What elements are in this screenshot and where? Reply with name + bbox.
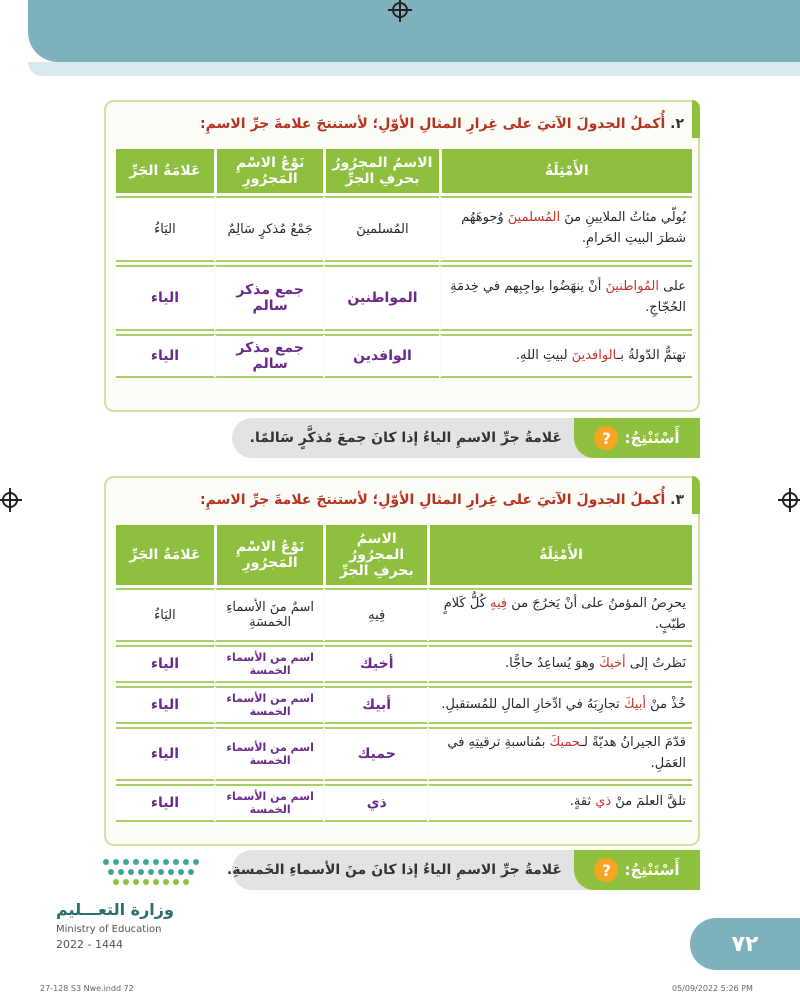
- conclusion-text: عَلامةُ جرِّ الاسمِ الياءُ إذا كانَ منَ الأسماءِ الخَمسةِ.: [226, 862, 562, 878]
- registration-mark-icon: [392, 2, 408, 18]
- exercise-number: ٢.: [670, 116, 684, 132]
- registration-mark-icon: [2, 492, 18, 508]
- mark-cell: اليَاءُ: [116, 196, 214, 262]
- mark-answer[interactable]: الياء: [116, 686, 214, 724]
- example-cell: يحرِصُ المؤمنُ على أنْ يَخرُجَ من فِيهِ كُلُّ كَلامٍ طيّبٍ.: [427, 588, 692, 642]
- mark-answer[interactable]: الياء: [116, 784, 214, 822]
- mark-answer[interactable]: الياء: [116, 265, 214, 331]
- header-noun: الاسمُ المجرُورُ بحرفِ الجرِّ: [323, 525, 427, 585]
- ministry-name-en: Ministry of Education: [56, 924, 162, 935]
- type-answer[interactable]: اسم من الأسماء الخمسة: [214, 784, 323, 822]
- noun-cell: المُسلمينَ: [323, 196, 438, 262]
- registration-mark-icon: [782, 492, 798, 508]
- conclusion-bar: [232, 418, 700, 458]
- table-row: [116, 784, 692, 822]
- type-answer[interactable]: جمع مذكر سالم: [214, 265, 323, 331]
- mark-answer[interactable]: الياء: [116, 334, 214, 378]
- ministry-logo-dots-icon: [96, 856, 216, 892]
- mark-answer[interactable]: الياء: [116, 645, 214, 683]
- type-answer[interactable]: اسم من الأسماء الخمسة: [214, 686, 323, 724]
- exercise-number: ٣.: [670, 492, 684, 508]
- table-row: [116, 265, 692, 331]
- header-mark: عَلامَةُ الجَرِّ: [116, 525, 214, 585]
- table-row: [116, 686, 692, 724]
- noun-answer[interactable]: ذي: [323, 784, 427, 822]
- example-cell: تهتمُّ الدّولةُ بـالوافدينَ لبيتِ اللهِ.: [439, 334, 692, 378]
- conclusion-text: عَلامةُ جرِّ الاسمِ الياءُ إذا كانَ جمعَ مُذكَّرٍ سَالمًا.: [249, 430, 562, 446]
- noun-cell: فِيهِ: [323, 588, 427, 642]
- example-cell: يُولّي مئاتُ الملايينِ منَ المُسلمينَ وُجوهَهُم شطرَ البيتِ الحَرامِ.: [439, 196, 692, 262]
- table-row: [116, 727, 692, 781]
- exercise-2-table: [116, 146, 692, 381]
- print-slug-date: 05/09/2022 5:26 PM: [672, 984, 753, 993]
- header-noun: الاسمُ المجرُورُ بحرفِ الجرِّ: [323, 149, 438, 193]
- instruction-text: أُكملُ الجدولَ الآتيَ على غِرارِ المثالِ الأوّلِ؛ لأستنتجَ علامةَ جرِّ الاسمِ:: [200, 492, 666, 508]
- edition-year: 2022 - 1444: [56, 938, 123, 951]
- noun-answer[interactable]: المواطنين: [323, 265, 438, 331]
- example-cell: تلقَّ العلمَ منْ ذي ثقةٍ.: [427, 784, 692, 822]
- type-answer[interactable]: اسم من الأسماء الخمسة: [214, 645, 323, 683]
- table-row: [116, 334, 692, 378]
- header-type: نَوْعُ الاسْمِ المَجرُورِ: [214, 149, 323, 193]
- mark-answer[interactable]: الياء: [116, 727, 214, 781]
- header-mark: عَلامَةُ الجَرِّ: [116, 149, 214, 193]
- table-row: [116, 645, 692, 683]
- exercise-3-card: [104, 476, 700, 846]
- example-cell: خُذْ منْ أبيكَ تجارِبَهُ في ادِّخارِ المالِ للمُستقبلِ.: [427, 686, 692, 724]
- header-examples: الأَمْثِلَةُ: [427, 525, 692, 585]
- noun-answer[interactable]: الوافدين: [323, 334, 438, 378]
- noun-answer[interactable]: حميك: [323, 727, 427, 781]
- instruction-text: أُكملُ الجدولَ الآتيَ على غِرارِ المثالِ الأوّلِ؛ لأستنتجَ علامةَ جرِّ الاسمِ:: [200, 116, 666, 132]
- example-cell: قدّمَ الجيرانُ هديّةً لـحميكَ بمُناسبةِ ترقيتِهِ في العَمَلِ.: [427, 727, 692, 781]
- conclusion-label: أَسْتَنْتِجُ: ?: [574, 418, 700, 458]
- header-type: نَوْعُ الاسْمِ المَجرُورِ: [214, 525, 323, 585]
- type-answer[interactable]: اسم من الأسماء الخمسة: [214, 727, 323, 781]
- noun-answer[interactable]: أخيك: [323, 645, 427, 683]
- noun-answer[interactable]: أبيك: [323, 686, 427, 724]
- conclusion-bar: [226, 850, 700, 890]
- table-row: [116, 588, 692, 642]
- exercise-3-instruction: [124, 492, 684, 508]
- header-band: [28, 0, 800, 62]
- type-answer[interactable]: جمع مذكر سالم: [214, 334, 323, 378]
- question-mark-icon: ?: [594, 858, 618, 882]
- mark-cell: اليَاءُ: [116, 588, 214, 642]
- exercise-2-instruction: [124, 116, 684, 132]
- type-cell: جَمْعُ مُذكرٍ سَالِمٌ: [214, 196, 323, 262]
- print-slug-file: 27-128 S3 Nwe.indd 72: [40, 984, 134, 993]
- example-cell: نَظرتُ إلى أخيكَ وهوَ يُساعِدُ حاجًّا.: [427, 645, 692, 683]
- question-mark-icon: ?: [594, 426, 618, 450]
- table-row: [116, 196, 692, 262]
- exercise-3-table: [116, 522, 692, 825]
- page-number: ٧٢: [690, 918, 800, 970]
- type-cell: اسمٌ منَ الأسماءِ الخمسَةِ: [214, 588, 323, 642]
- header-examples: الأَمْثِلَةُ: [439, 149, 692, 193]
- example-cell: على المُواطنينَ أنْ ينهَضُوا بواجِبِهم في خِدمَةِ الحُجّاجِ.: [439, 265, 692, 331]
- ministry-name-ar: وزارة التعـــليم: [56, 900, 174, 919]
- conclusion-label: أَسْتَنْتِجُ: ?: [574, 850, 700, 890]
- ministry-logo: [56, 856, 226, 956]
- exercise-2-card: [104, 100, 700, 412]
